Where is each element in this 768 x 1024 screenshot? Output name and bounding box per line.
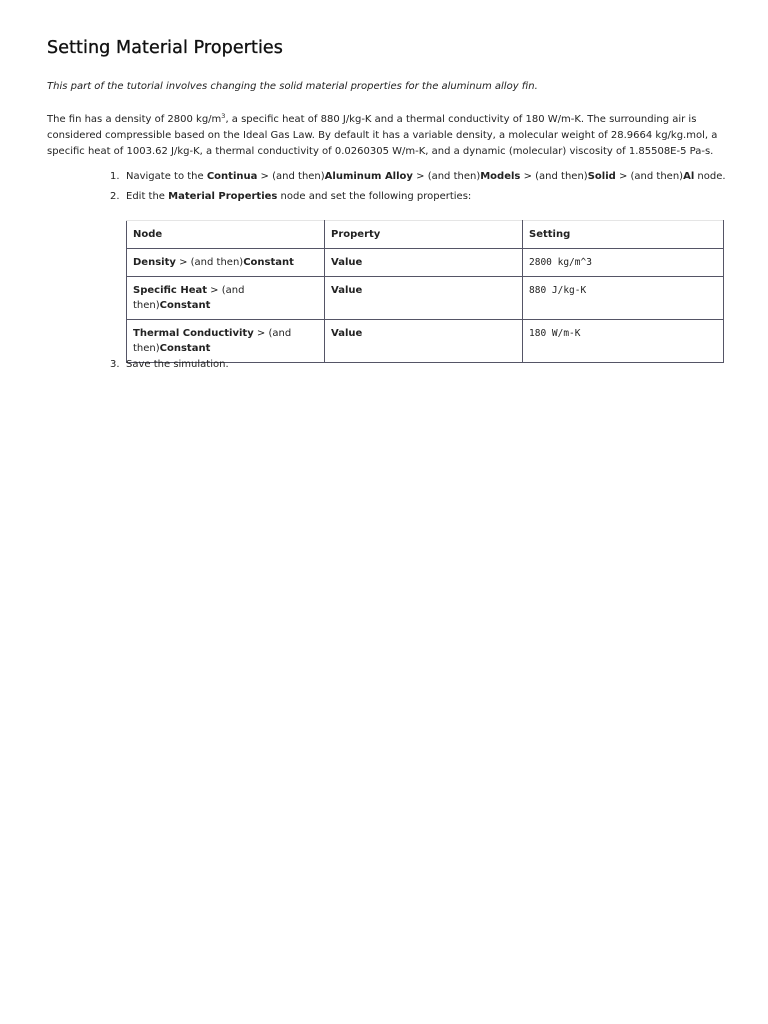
node-child: Constant [159,343,211,354]
path-separator: > [175,257,191,268]
step-1 [110,171,726,182]
table-row [127,277,724,320]
property-cell [325,277,523,320]
property-name: Value [331,285,363,296]
path-separator: > [520,171,536,182]
step-text: Save the simulation. [126,359,229,370]
header-node: Node [127,221,325,249]
setting-cell: 2800 kg/m^3 [523,249,724,277]
and-then-label: (and then) [133,328,292,354]
step-text: node. [694,171,726,182]
table-row [127,320,724,363]
property-cell [325,320,523,363]
superscript: 3 [221,112,226,120]
and-then-label: (and then) [190,257,244,268]
description-paragraph [47,112,727,160]
and-then-label: (and then) [133,285,245,311]
paragraph-text-2: , a specific heat of 880 J/kg-K and a thermal conductivity of 180 W/m-K. The surrounding air is considered compressible based on the Ideal Gas Law. By default it has a variable density, a molecular weight of 28.9664 kg/kg.mol, a specific heat of 1003.62 J/kg-K, a thermal conductivity of 0.0260305 W/m-K, and a dynamic (molecular) viscosity of 1.85508E-5 Pa-s. [47,114,718,157]
header-property: Property [325,221,523,249]
page-title: Setting Material Properties [47,38,284,58]
header-setting: Setting [523,221,724,249]
step-text: node and set the following properties: [277,191,472,202]
paragraph-text-1: The fin has a density of 2800 kg/m [47,114,222,125]
path-separator: > [615,171,631,182]
and-then-label: (and then) [427,171,481,182]
path-separator: > [207,285,222,296]
properties-table [126,220,724,363]
step-text: Navigate to the [126,171,207,182]
step-number: 3. [110,359,120,370]
step-2 [110,191,471,202]
and-then-label: (and then) [535,171,588,182]
path-al: Al [683,171,695,182]
table-header-row [127,221,724,249]
table-row [127,249,724,277]
property-name: Value [331,257,363,268]
path-models: Models [480,171,521,182]
node-cell [127,277,325,320]
path-separator: > [253,328,269,339]
path-aluminum-alloy: Aluminum Alloy [324,171,413,182]
node-name: Density [133,257,176,268]
node-name: Thermal Conductivity [133,328,254,339]
node-name: Specific Heat [133,285,207,296]
path-continua: Continua [206,171,258,182]
node-child: Constant [243,257,294,268]
material-properties-label: Material Properties [168,191,278,202]
setting-cell: 880 J/kg-K [523,277,724,320]
setting-cell: 180 W/m-K [523,320,724,363]
and-then-label: (and then) [630,171,684,182]
intro-text: This part of the tutorial involves changing the solid material properties for the aluminum alloy fin. [47,81,538,92]
step-number: 1. [110,171,120,182]
node-child: Constant [159,300,211,311]
path-separator: > [257,171,273,182]
and-then-label: (and then) [272,171,325,182]
property-cell [325,249,523,277]
step-3 [110,359,229,370]
node-cell [127,249,325,277]
path-solid: Solid [587,171,616,182]
step-number: 2. [110,191,120,202]
path-separator: > [412,171,428,182]
property-name: Value [331,328,363,339]
step-text: Edit the [126,191,169,202]
node-cell [127,320,325,363]
